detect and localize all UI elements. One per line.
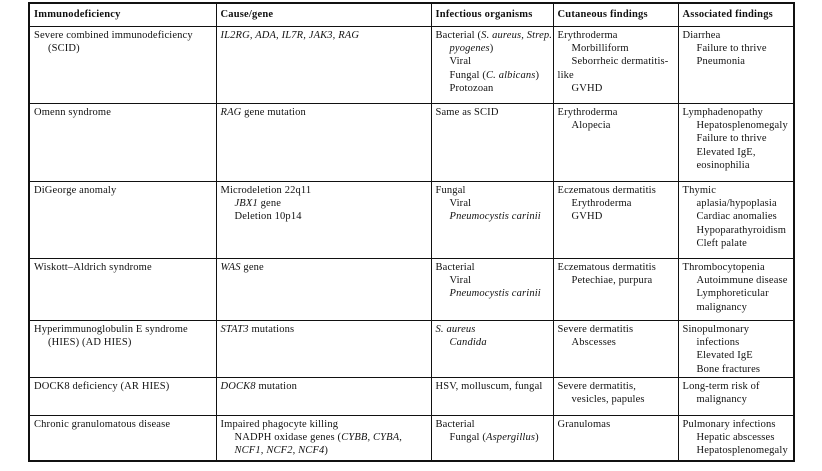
table-row [29, 181, 794, 258]
cell-line: Viral [449, 197, 472, 209]
cell-line: Granulomas [557, 418, 611, 430]
cell-line: Same as SCID [435, 106, 499, 118]
cell-line: Wiskott–Aldrich syndrome [34, 261, 152, 273]
cell-line: Bacterial [435, 418, 475, 430]
cell-line: (SCID) [48, 42, 80, 54]
cell-line: HSV, molluscum, fungal [435, 380, 543, 392]
cell-line: Bacterial [435, 261, 475, 273]
cell-line: Impaired phagocyte killing [220, 418, 339, 430]
cell-cutaneous-findings [553, 26, 678, 103]
cell-line: Alopecia [571, 119, 611, 131]
cell-line: S. aureus [435, 323, 476, 335]
cell-line: Candida [449, 336, 487, 348]
cell-immunodeficiency [29, 103, 216, 181]
cell-line: Fungal [435, 184, 466, 196]
cell-associated-findings [678, 377, 794, 415]
cell-line: Fungal (Aspergillus) [449, 431, 539, 443]
cell-cutaneous-findings [553, 320, 678, 377]
cell-line: Sinopulmonary [682, 323, 750, 335]
table-row [29, 320, 794, 377]
cell-infectious-organisms [431, 181, 553, 258]
cell-line: Fungal (C. albicans) [449, 69, 540, 81]
cell-immunodeficiency [29, 258, 216, 320]
cell-line: Erythroderma [557, 106, 618, 118]
cell-cause-gene [216, 181, 431, 258]
cell-line: (HIES) (AD HIES) [48, 336, 132, 348]
cell-line: Thymic [682, 184, 717, 196]
cell-line: malignancy [696, 393, 747, 405]
cell-line: WAS gene [220, 261, 264, 273]
cell-cutaneous-findings [553, 258, 678, 320]
cell-line: Eczematous dermatitis [557, 184, 656, 196]
cell-line: Hyperimmunoglobulin E syndrome [34, 323, 188, 335]
cell-infectious-organisms [431, 103, 553, 181]
cell-cause-gene [216, 415, 431, 461]
cell-associated-findings [678, 320, 794, 377]
cell-line: GVHD [571, 211, 603, 223]
cell-line: Hepatic abscesses [696, 431, 775, 443]
cell-line: Long-term risk of [682, 380, 760, 392]
cell-line: aplasia/hypoplasia [696, 197, 777, 209]
table-row [29, 103, 794, 181]
immunodeficiency-table [28, 2, 795, 462]
cell-line: infections [696, 336, 740, 348]
cell-line: DOCK8 deficiency (AR HIES) [34, 380, 170, 392]
table-header-row [29, 3, 794, 26]
cell-line: like [557, 69, 574, 81]
cell-line: Eczematous dermatitis [557, 261, 656, 273]
cell-associated-findings [678, 103, 794, 181]
cell-line: RAG gene mutation [220, 106, 306, 118]
cell-infectious-organisms [431, 26, 553, 103]
cell-infectious-organisms [431, 415, 553, 461]
cell-line: vesicles, papules [571, 393, 645, 405]
cell-line: Severe dermatitis [557, 323, 634, 335]
cell-line: eosinophilia [696, 160, 750, 172]
cell-line: DiGeorge anomaly [34, 184, 117, 196]
cell-line: Pneumocystis carinii [449, 211, 541, 223]
cell-infectious-organisms [431, 377, 553, 415]
cell-cutaneous-findings [553, 377, 678, 415]
cell-line: NADPH oxidase genes (CYBB, CYBA, [234, 431, 403, 443]
cell-immunodeficiency [29, 26, 216, 103]
header-cell-infectious-organisms: Infectious organisms [431, 3, 553, 26]
cell-line: Hepatosplenomegaly [696, 119, 788, 131]
cell-line: Failure to thrive [696, 42, 767, 54]
cell-line: Pneumocystis carinii [449, 288, 541, 300]
cell-infectious-organisms [431, 320, 553, 377]
cell-line: DOCK8 mutation [220, 380, 297, 392]
cell-line: Viral [449, 274, 472, 286]
cell-line: Cleft palate [696, 238, 747, 250]
cell-line: malignancy [696, 301, 747, 313]
cell-line: Morbilliform [571, 42, 629, 54]
cell-line: Pulmonary infections [682, 418, 776, 430]
cell-line: Deletion 10p14 [234, 211, 302, 223]
cell-cutaneous-findings [553, 181, 678, 258]
cell-line: Hepatosplenomegaly [696, 445, 788, 457]
cell-line: Elevated IgE [696, 350, 753, 362]
cell-line: GVHD [571, 83, 603, 95]
cell-associated-findings [678, 258, 794, 320]
header-cell-cutaneous-findings: Cutaneous findings [553, 3, 678, 26]
cell-associated-findings [678, 26, 794, 103]
cell-immunodeficiency [29, 320, 216, 377]
cell-immunodeficiency [29, 181, 216, 258]
table-row [29, 26, 794, 103]
cell-line: Diarrhea [682, 29, 721, 41]
cell-line: IL2RG, ADA, IL7R, JAK3, RAG [220, 29, 360, 41]
cell-line: Erythroderma [571, 197, 632, 209]
cell-line: Bone fractures [696, 363, 761, 375]
cell-cause-gene [216, 103, 431, 181]
cell-line: STAT3 mutations [220, 323, 295, 335]
cell-line: Lymphadenopathy [682, 106, 763, 118]
cell-line: Viral [449, 56, 472, 68]
cell-line: Protozoan [449, 83, 494, 95]
cell-line: JBX1 gene [234, 197, 282, 209]
cell-cause-gene [216, 258, 431, 320]
cell-line: Abscesses [571, 336, 617, 348]
cell-line: Pneumonia [696, 56, 746, 68]
cell-cutaneous-findings [553, 103, 678, 181]
cell-line: pyogenes) [449, 42, 494, 54]
cell-line: Hypoparathyroidism [696, 224, 787, 236]
cell-cause-gene [216, 26, 431, 103]
cell-line: Failure to thrive [696, 133, 767, 145]
cell-line: Chronic granulomatous disease [34, 418, 171, 430]
cell-line: Autoimmune disease [696, 274, 788, 286]
table-row [29, 415, 794, 461]
cell-line: NCF1, NCF2, NCF4) [234, 445, 329, 457]
table-body [29, 26, 794, 461]
cell-cause-gene [216, 377, 431, 415]
cell-cutaneous-findings [553, 415, 678, 461]
cell-associated-findings [678, 181, 794, 258]
cell-infectious-organisms [431, 258, 553, 320]
header-cell-cause-gene: Cause/gene [216, 3, 431, 26]
cell-line: Severe dermatitis, [557, 380, 637, 392]
cell-line: Cardiac anomalies [696, 211, 777, 223]
cell-line: Omenn syndrome [34, 106, 112, 118]
cell-immunodeficiency [29, 415, 216, 461]
header-cell-associated-findings: Associated findings [678, 3, 794, 26]
table-row [29, 377, 794, 415]
cell-line: Bacterial (S. aureus, Strep. [435, 29, 553, 41]
cell-line: Petechiae, purpura [571, 274, 653, 286]
cell-line: Lymphoreticular [696, 288, 769, 300]
cell-associated-findings [678, 415, 794, 461]
header-cell-immunodeficiency: Immunodeficiency [29, 3, 216, 26]
cell-line: Seborrheic dermatitis- [571, 56, 669, 68]
cell-immunodeficiency [29, 377, 216, 415]
cell-line: Severe combined immunodeficiency [34, 29, 193, 41]
cell-line: Microdeletion 22q11 [220, 184, 312, 196]
cell-line: Thrombocytopenia [682, 261, 765, 273]
cell-line: Elevated IgE, [696, 146, 756, 158]
cell-cause-gene [216, 320, 431, 377]
cell-line: Erythroderma [557, 29, 618, 41]
table-row [29, 258, 794, 320]
